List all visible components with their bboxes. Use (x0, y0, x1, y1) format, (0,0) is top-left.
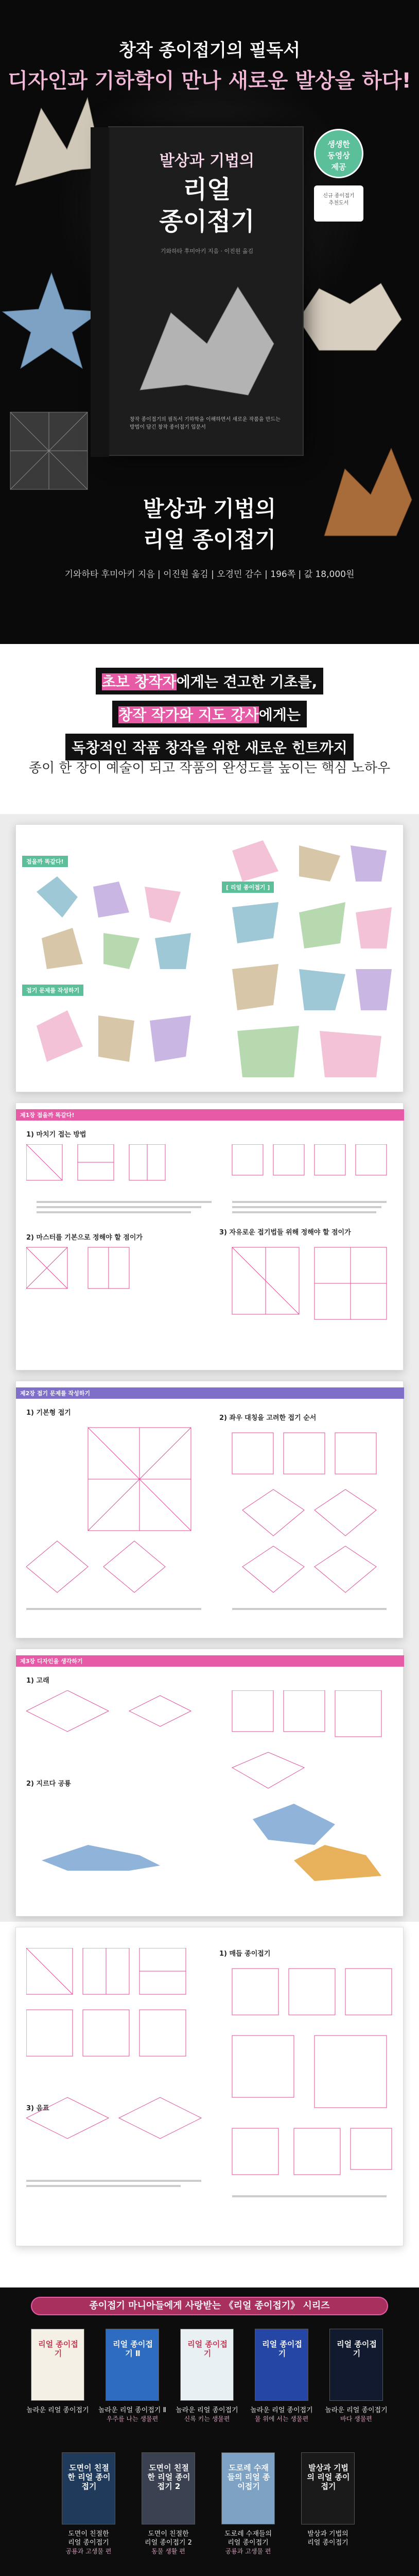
book-spine (91, 127, 109, 457)
spread-3-heading-1: 1) 기본형 접기 (26, 1409, 71, 1417)
spread-3-bar: 제2장 접기 문제를 작성하기 (16, 1387, 404, 1399)
series-book-cover-title: 리얼 종이접기 (337, 2340, 377, 2358)
series-book-label: 도면이 친절한 리얼 종이접기 공룡과 고생물 편 (50, 2530, 127, 2556)
intro-highlight-1: 초보 창작자 (101, 673, 177, 690)
spread-4-heading-1: 1) 고래 (26, 1677, 49, 1685)
spread-4-bar: 제3장 디자인을 생각하기 (16, 1655, 404, 1667)
hero-subtitle-2: 리얼 종이접기 (143, 527, 276, 552)
series-book-cover-title: 도면이 친절한 리얼 종이접기 (67, 2463, 111, 2491)
series-book-subtitle: 공룡과 고생물 편 (65, 2548, 112, 2555)
spread-2-bar: 제1장 접을까 똑같다! (16, 1109, 404, 1121)
hero-section (0, 0, 419, 644)
series-book-cover-title: 리얼 종이접기 Ⅱ (113, 2340, 153, 2358)
intro-line-1 (96, 668, 324, 694)
intro-highlight-2: 창작 작가와 지도 강사 (118, 706, 259, 723)
series-book-label: 놀라운 리얼 종이접기 물 위에 서는 생물편 (243, 2406, 320, 2424)
origami-star-icon (0, 268, 103, 371)
origami-crab-icon (288, 258, 412, 371)
book-meta: 기와하타 후미아키 지음 | 이진원 옮김 | 오경민 감수 | 196쪽 | 값 18,000원 (64, 569, 355, 580)
spread-1-right-bar: [ 리얼 종이접기 ] (222, 882, 274, 893)
series-book-subtitle: 신록 키는 생물편 (184, 2415, 230, 2422)
intro-footnote: 종이 한 장이 예술이 되고 작품의 완성도를 높이는 핵심 노하우 (28, 760, 391, 776)
book-subtitle: 발상과 기법의 (159, 152, 255, 170)
intro-line-2-rest: 에게는 (258, 706, 301, 723)
series-book-cover[interactable] (301, 2452, 355, 2524)
series-book-cover[interactable] (106, 2329, 159, 2401)
series-section (0, 2287, 419, 2576)
dinosaur-model (294, 1845, 381, 1881)
preview-spread-3 (15, 1381, 404, 1638)
series-book-label: 도면이 친절한 리얼 종이접기 2 동물 생활 편 (130, 2530, 207, 2556)
series-book-subtitle: 물 위에 서는 생물편 (254, 2415, 309, 2422)
series-book-cover-title: 리얼 종이접기 (38, 2340, 78, 2358)
origami-models-grid-2 (26, 1000, 201, 1088)
spread-2-heading-1: 1) 마치기 접는 방법 (26, 1131, 86, 1139)
spread-5-heading-1: 3) 음표 (26, 2105, 49, 2112)
intro-line-3: 독창적인 작품 창작을 위한 새로운 힌트까지 (65, 734, 354, 760)
preview-spread-2 (15, 1103, 404, 1370)
diagram-folds-4 (26, 1690, 397, 1912)
series-header: 종이접기 마니아들에게 사랑받는 《리얼 종이접기》 시리즈 (31, 2297, 388, 2315)
hero-tagline-1: 창작 종이접기의 필독서 (118, 40, 301, 61)
spread-4-heading-2: 2) 지르다 공룡 (26, 1780, 71, 1788)
series-book-cover[interactable] (142, 2452, 195, 2524)
series-book-label: 발상과 기법의 리얼 종이접기 (307, 2530, 348, 2547)
hero-tagline-2: 디자인과 기하학이 만나 새로운 발상을 하다! (8, 69, 411, 93)
series-book-subtitle: 우주를 나는 생물편 (106, 2415, 159, 2422)
whale-model (42, 1845, 160, 1871)
series-book-subtitle: 동물 생활 편 (151, 2548, 185, 2555)
series-book-cover[interactable] (329, 2329, 383, 2401)
series-book-label: 놀라운 리얼 종이접기 신록 키는 생물편 (168, 2406, 246, 2424)
spread-1-left-bar: 접을까 똑같다! (22, 856, 68, 867)
series-book-subtitle: 바다 생물편 (340, 2415, 372, 2422)
series-book-cover[interactable] (221, 2452, 275, 2524)
series-book-cover[interactable] (180, 2329, 234, 2401)
series-book-label: 놀라운 리얼 종이접기 (26, 2406, 89, 2414)
diagram-folds-3 (26, 1422, 397, 1634)
hero-subtitle-1: 발상과 기법의 (143, 496, 276, 521)
series-book-subtitle: 공룡과 고생물 편 (225, 2548, 271, 2555)
book-author: 기와하타 후미아키 지음 · 이진원 옮김 (160, 248, 254, 255)
spread-3-heading-2: 2) 좌우 대칭을 고려한 접기 순서 (219, 1414, 317, 1422)
intro-section (0, 665, 419, 764)
series-book-cover[interactable] (255, 2329, 308, 2401)
intro-line-1-rest: 에게는 견고한 기초를, (176, 673, 318, 690)
video-badge: 생생한 동영상 제공 (314, 129, 363, 178)
preview-spread-4 (15, 1649, 404, 1917)
series-book-cover-title: 리얼 종이접기 (262, 2340, 302, 2358)
origami-pattern-icon (0, 402, 103, 495)
series-book-label: 도로레 수재들의 리얼 종이접기 공룡과 고생물 편 (210, 2530, 287, 2556)
origami-models-grid (26, 871, 201, 979)
book-description: 창작 종이접기의 필독서 기하학을 이해하면서 새로운 작품을 만드는 방법이 담긴 창작 종이접기 입문서 (130, 417, 281, 430)
preview-spread-5 (15, 1927, 404, 2246)
spread-5-heading-2: 1) 매듭 종이접기 (219, 1950, 271, 1958)
series-book-cover[interactable] (62, 2452, 115, 2524)
series-book-label: 놀라운 리얼 종이접기 Ⅱ 우주를 나는 생물편 (94, 2406, 171, 2424)
recommend-badge: 신규 종이접기 추천도서 (314, 185, 363, 222)
series-book-cover-title: 발상과 기법의 리얼 종이접기 (307, 2463, 350, 2491)
spread-1-left-bottom-bar: 접기 문제를 작성하기 (22, 985, 83, 996)
spread-2-heading-2: 2) 마스터를 기본으로 정해야 할 점이가 (26, 1234, 143, 1242)
shark-model (253, 1804, 335, 1845)
book-cover (108, 126, 304, 456)
diagram-folds-2 (26, 1144, 397, 1366)
spread-2-heading-3: 3) 자유로운 접기법들 위해 정해야 할 점이가 (219, 1229, 351, 1236)
series-book-cover[interactable] (31, 2329, 84, 2401)
preview-spread-1 (15, 824, 404, 1092)
origami-models-grid-3 (217, 835, 397, 1088)
series-book-cover-title: 리얼 종이접기 (187, 2340, 228, 2358)
intro-line-2 (112, 701, 307, 727)
diagram-folds-5 (26, 1948, 397, 2236)
series-book-cover-title: 도로레 수재들의 리얼 종이접기 (227, 2463, 270, 2491)
book-cover-dragon-icon (130, 266, 284, 405)
book-title: 리얼 종이접기 (159, 175, 255, 236)
series-book-label: 놀라운 리얼 종이접기 바다 생물편 (318, 2406, 395, 2424)
series-book-cover-title: 도면이 친절한 리얼 종이접기 2 (147, 2463, 190, 2491)
